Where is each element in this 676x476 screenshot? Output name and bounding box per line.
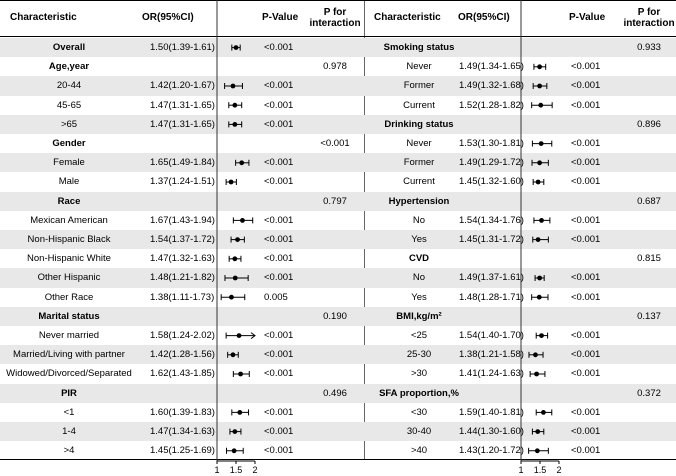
row-pvalue: <0.001 [571,291,601,303]
row-pinteraction [622,134,676,153]
row-or-ci: 1.52(1.28-1.82) [459,99,524,111]
row-or-ci: 1.54(1.40-1.70) [459,330,524,342]
or-point [533,352,538,357]
row-or-ci: 1.49(1.32-1.68) [459,80,524,92]
or-point [537,160,542,165]
or-point [233,276,238,281]
row-label: Married/Living with partner [13,349,125,361]
header-or: OR(95%CI) [458,12,510,23]
row-pinteraction [622,364,676,383]
row-label: Never [406,138,432,150]
row-or-ci: 1.45(1.25-1.69) [150,445,215,457]
table-row [0,403,364,422]
row-label: Yes [411,234,427,246]
row-pvalue [571,115,615,134]
section-row [0,307,364,326]
row-pinteraction: 0.687 [637,195,661,207]
row-pvalue: <0.001 [264,99,294,111]
x-axis-tick-label: 1 [214,465,220,475]
row-or-ci: 1.48(1.28-1.71) [459,291,524,303]
row-pinteraction [622,288,676,307]
row-pinteraction [622,153,676,172]
row-or-ci: 1.53(1.30-1.81) [459,138,524,150]
row-pinteraction: 0.815 [637,253,661,265]
or-point [536,237,541,242]
or-point [232,256,237,261]
row-or-ci: 1.47(1.31-1.65) [150,118,215,130]
row-label: Former [403,80,435,92]
row-pinteraction: 0.190 [323,310,347,322]
row-or-ci: 1.50(1.39-1.61) [150,42,215,54]
row-label: Other Race [44,291,94,303]
row-pvalue: <0.001 [571,330,601,342]
row-or-ci: 1.65(1.49-1.84) [150,157,215,169]
row-or-ci: 1.54(1.34-1.76) [459,214,524,226]
row-pinteraction [622,96,676,115]
table-row [0,115,364,134]
row-pinteraction [308,230,362,249]
row-or-ci: 1.41(1.24-1.63) [459,368,524,380]
row-label: <1 [63,406,75,418]
section-row [0,192,364,211]
x-axis-tick-label: 2 [252,465,258,475]
row-or-ci [150,192,220,211]
row-label: SFA proportion,% [379,387,459,399]
row-label: >40 [410,445,428,457]
row-or-ci [150,307,220,326]
table-row [0,288,364,307]
row-or-ci: 1.44(1.30-1.60) [459,426,524,438]
row-or-ci: 1.45(1.31-1.72) [459,234,524,246]
table-row [0,441,364,460]
row-or-ci: 1.49(1.34-1.65) [459,61,524,73]
row-pvalue: <0.001 [571,157,601,169]
row-pinteraction [308,345,362,364]
row-label: Hypertension [388,195,450,207]
row-or-ci [150,384,220,403]
row-label: >30 [410,368,428,380]
row-label: Non-Hispanic White [27,253,111,265]
row-pinteraction [308,288,362,307]
row-pinteraction: 0.496 [323,387,347,399]
row-pvalue [571,307,615,326]
row-label: Former [403,157,435,169]
row-pvalue: <0.001 [571,61,601,73]
row-pinteraction: 0.933 [637,42,661,54]
header-pvalue: P-Value [569,12,606,23]
row-label: Current [403,176,435,188]
x-axis-tick-label: 1 [518,465,524,475]
row-pvalue [571,384,615,403]
row-pvalue [264,134,308,153]
row-pvalue: <0.001 [264,42,294,54]
or-point [534,372,539,377]
row-or-ci: 1.49(1.29-1.72) [459,157,524,169]
or-point [537,276,542,281]
or-point [229,180,234,185]
row-pinteraction [622,403,676,422]
table-row [0,96,364,115]
row-pvalue [264,57,308,76]
row-label: Drinking status [384,118,454,130]
row-pinteraction [622,441,676,460]
row-pinteraction: 0.978 [323,61,347,73]
row-label: No [412,214,426,226]
row-pinteraction [622,76,676,95]
row-pinteraction [622,268,676,287]
header-characteristic: Characteristic [10,12,77,23]
row-or-ci: 1.60(1.39-1.83) [150,406,215,418]
row-label: Non-Hispanic Black [27,234,111,246]
or-point [235,237,240,242]
table-row [0,364,364,383]
or-point [538,103,543,108]
row-or-ci: 1.48(1.21-1.82) [150,272,215,284]
row-pvalue: <0.001 [571,349,601,361]
row-or-ci [150,134,220,153]
row-or-ci: 1.47(1.34-1.63) [150,426,215,438]
row-label: Mexican American [30,214,108,226]
right-forest-plot [516,0,568,476]
row-or-ci: 1.42(1.20-1.67) [150,80,215,92]
row-pvalue: <0.001 [571,272,601,284]
row-pvalue: <0.001 [264,349,294,361]
table-row [0,153,364,172]
row-label: Other Hispanic [37,272,101,284]
table-row [0,345,364,364]
or-point [239,160,244,165]
row-label: CVD [408,253,430,265]
row-pvalue: <0.001 [264,80,294,92]
row-pinteraction [308,115,362,134]
or-point [232,122,237,127]
or-point [536,180,541,185]
row-pinteraction: 0.797 [323,195,347,207]
section-row [0,57,364,76]
or-point [537,295,542,300]
row-pvalue: <0.001 [264,330,294,342]
row-or-ci: 1.43(1.20-1.72) [459,445,524,457]
header-pinteraction-text: P for interaction [623,6,675,29]
row-label: Female [53,157,85,169]
table-row [0,230,364,249]
left-forest-plot [212,0,264,476]
row-label: BMI,kg/m² [396,310,442,322]
row-label: Smoking status [383,42,455,54]
row-pvalue [264,192,308,211]
row-pvalue: <0.001 [264,176,294,188]
row-label: 30-40 [406,426,432,438]
row-pvalue: <0.001 [571,406,601,418]
row-label: 25-30 [406,349,432,361]
row-or-ci: 1.42(1.28-1.56) [150,349,215,361]
row-label: Overall [52,42,86,54]
or-point [537,84,542,89]
row-pvalue: <0.001 [264,214,294,226]
or-point [231,352,236,357]
row-pinteraction [622,326,676,345]
row-pvalue: <0.001 [571,99,601,111]
table-row [0,422,364,441]
table-row [0,172,364,191]
row-pvalue [264,307,308,326]
row-pinteraction: <0.001 [320,138,350,150]
row-pvalue [264,384,308,403]
row-pvalue: <0.001 [264,272,294,284]
row-pinteraction [308,441,362,460]
row-or-ci: 1.47(1.32-1.63) [150,253,215,265]
row-or-ci: 1.49(1.37-1.61) [459,272,524,284]
row-label: Male [58,176,80,188]
row-or-ci: 1.67(1.43-1.94) [150,214,215,226]
row-pinteraction [622,57,676,76]
row-label: >65 [60,118,78,130]
row-pinteraction: 0.137 [637,310,661,322]
table-header [0,0,364,35]
or-point [541,410,546,415]
row-or-ci [150,57,220,76]
row-label: <30 [410,406,428,418]
or-point [238,372,243,377]
x-axis-tick-label: 2 [556,465,562,475]
table-row [0,76,364,95]
row-pvalue: <0.001 [264,118,294,130]
row-pinteraction [622,345,676,364]
row-pinteraction [308,422,362,441]
or-point [535,448,540,453]
or-point [232,103,237,108]
row-pvalue: <0.001 [264,157,294,169]
x-axis-tick-label: 1.5 [533,465,547,475]
row-pvalue: <0.001 [264,368,294,380]
row-label: Current [403,99,435,111]
row-or-ci: 1.58(1.24-2.02) [150,330,215,342]
row-or-ci: 1.38(1.11-1.73) [150,291,215,303]
row-or-ci: 1.54(1.37-1.72) [150,234,215,246]
table-row [0,326,364,345]
header-rule [0,36,364,37]
row-pvalue: <0.001 [571,368,601,380]
row-pinteraction [308,96,362,115]
row-label: <25 [410,330,428,342]
row-or-ci: 1.45(1.32-1.60) [459,176,524,188]
row-pvalue: <0.001 [571,80,601,92]
row-or-ci: 1.38(1.21-1.58) [459,349,524,361]
or-point [232,448,237,453]
row-pvalue: <0.001 [264,406,294,418]
header-characteristic: Characteristic [374,12,441,23]
header-pinteraction [622,0,676,35]
row-label: 20-44 [56,80,82,92]
row-pinteraction [308,172,362,191]
row-label: Race [57,195,81,207]
or-point [232,429,237,434]
x-axis-tick-label: 1.5 [229,465,243,475]
or-point [231,84,236,89]
row-pinteraction [308,211,362,230]
row-label: Yes [411,291,427,303]
row-pvalue: <0.001 [264,234,294,246]
or-point [535,429,540,434]
row-pvalue: <0.001 [264,445,294,457]
row-label: Never married [38,330,100,342]
row-pinteraction [308,153,362,172]
section-row [0,134,364,153]
header-or: OR(95%CI) [142,12,194,23]
row-pinteraction [308,268,362,287]
row-pvalue: <0.001 [571,445,601,457]
section-row [0,38,364,57]
row-pvalue [571,38,615,57]
section-row [0,384,364,403]
row-pvalue: <0.001 [571,214,601,226]
row-pinteraction: 0.896 [637,118,661,130]
row-or-ci: 1.47(1.31-1.65) [150,99,215,111]
row-or-ci: 1.62(1.43-1.85) [150,368,215,380]
row-pinteraction [622,172,676,191]
row-label: Widowed/Divorced/Separated [6,368,132,380]
row-pinteraction [308,76,362,95]
header-pinteraction-text: P for interaction [309,6,361,29]
or-point [234,45,239,50]
header-pvalue: P-Value [262,12,299,23]
row-pvalue: <0.001 [571,176,601,188]
table-row [0,249,364,268]
or-point [229,295,234,300]
or-point [539,333,544,338]
table-row [0,268,364,287]
row-label: Never [406,61,432,73]
row-pvalue [571,192,615,211]
row-pvalue: <0.001 [571,426,601,438]
row-pinteraction [308,249,362,268]
row-pinteraction [622,422,676,441]
or-point [537,64,542,69]
row-label: Age,year [48,61,90,73]
row-pinteraction: 0.372 [637,387,661,399]
row-pvalue: <0.001 [571,234,601,246]
row-pvalue: <0.001 [264,426,294,438]
row-label: Marital status [38,310,100,322]
row-pinteraction [308,326,362,345]
row-label: 45-65 [56,99,82,111]
bottom-rule [0,459,364,460]
row-pvalue [571,249,615,268]
row-pinteraction [308,364,362,383]
row-pinteraction [622,230,676,249]
row-pinteraction [308,38,362,57]
header-pinteraction [308,0,362,35]
row-pinteraction [622,211,676,230]
row-label: 1-4 [62,426,76,438]
row-label: No [412,272,426,284]
row-label: >4 [63,445,75,457]
row-pvalue: 0.005 [264,291,288,303]
row-or-ci: 1.37(1.24-1.51) [150,176,215,188]
row-pvalue: <0.001 [264,253,294,265]
or-point [237,333,242,338]
or-point [539,141,544,146]
or-point [240,218,245,223]
or-point [539,218,544,223]
row-or-ci: 1.59(1.40-1.81) [459,406,524,418]
table-row [0,211,364,230]
row-pinteraction [308,403,362,422]
or-point [237,410,242,415]
row-pvalue: <0.001 [571,138,601,150]
row-label: Gender [52,138,86,150]
row-label: PIR [61,387,77,399]
